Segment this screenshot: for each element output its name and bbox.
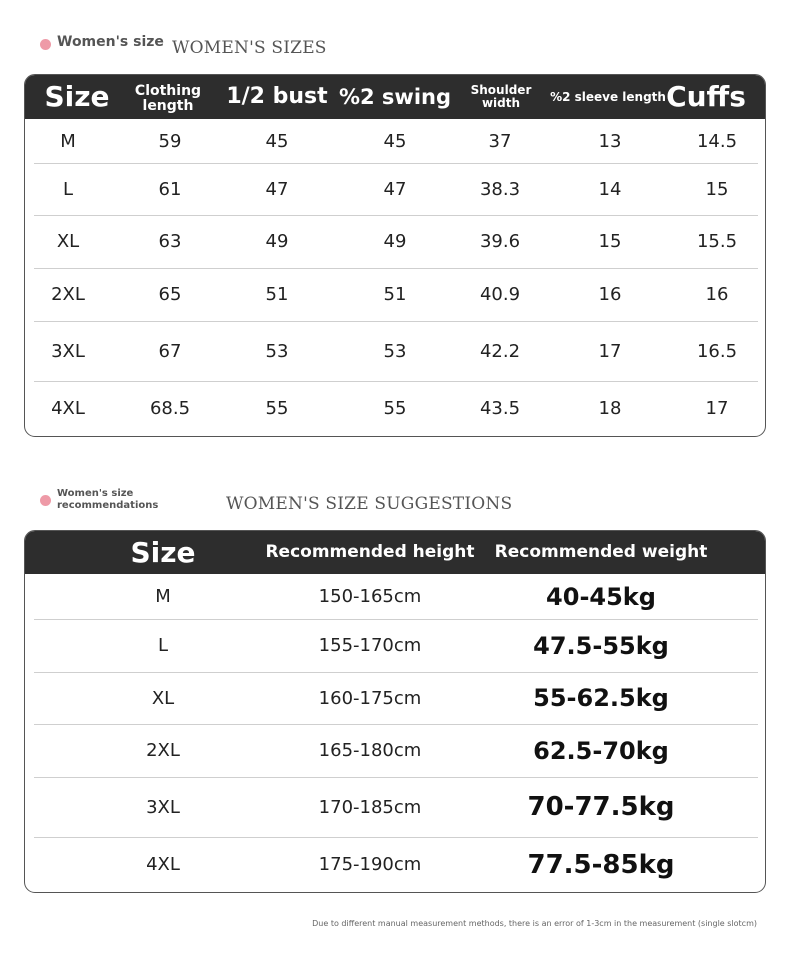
table-row [34,119,758,164]
section-label: Women's size recommendations [57,488,159,511]
table-row [34,163,758,216]
table-cell: 40.9 [479,284,521,305]
col-header-cuffs: Cuffs [666,80,746,114]
table-cell: 13 [598,130,622,152]
bullet-dot-icon [40,495,51,506]
table-cell: 17 [598,340,622,362]
measurement-footnote: Due to different manual measurement methods, there is an error of 1-3cm in the measurement (single slotcm) [312,919,757,928]
table-cell: 150-165cm [318,586,422,607]
table-cell: 42.2 [479,340,521,362]
section-label: Women's size [57,34,164,50]
table-cell: 160-175cm [318,687,422,709]
size-table [24,74,766,437]
table-row [34,777,758,838]
table-row [34,574,758,620]
table-cell: 39.6 [479,231,521,252]
col-header-swing: %2 swing [338,84,452,109]
table-cell: 4XL [146,854,180,875]
table-cell: 55 [383,398,407,419]
table-cell: 16.5 [696,340,738,362]
table-cell: 65 [158,284,182,305]
section-title: WOMEN'S SIZES [172,38,327,58]
size-suggestion-table [24,530,766,893]
col-header-recommended-weight: Recommended weight [494,541,708,562]
table-cell: L [62,178,74,200]
table-cell: 55 [265,398,289,419]
table-cell: 155-170cm [318,635,422,656]
table-cell: 37 [488,130,512,152]
table-cell: 45 [265,130,289,152]
table-row [34,381,758,436]
section-title: WOMEN'S SIZE SUGGESTIONS [226,494,513,514]
table-cell: 175-190cm [318,854,422,875]
table-cell: 67 [158,340,182,362]
table-cell: 51 [265,284,289,305]
table-cell: 38.3 [479,178,521,200]
table-cell: 47 [265,178,289,200]
table-cell: 18 [598,398,622,419]
table-cell: XL [151,687,175,709]
table-row [34,724,758,778]
table-cell: 49 [265,231,289,252]
table-header [25,75,765,119]
table-cell: 59 [158,130,182,152]
table-row [34,672,758,725]
table-cell: 68.5 [149,398,191,419]
col-header-clothing-length: Clothing length [134,83,202,114]
table-cell: 77.5-85kg [527,849,675,880]
col-header-half-bust: 1/2 bust [226,84,328,110]
table-cell: 16 [598,284,622,305]
table-cell: 63 [158,231,182,252]
table-cell: XL [56,231,80,252]
table-cell: 165-180cm [318,740,422,761]
table-cell: 2XL [51,284,85,305]
table-cell: 47 [383,178,407,200]
table-cell: 15 [598,231,622,252]
col-header-shoulder-width: Shoulder width [470,83,532,110]
table-cell: 49 [383,231,407,252]
table-cell: 15 [705,178,729,200]
table-cell: 43.5 [479,398,521,419]
table-cell: L [157,635,169,656]
col-header-size: Size [44,80,110,114]
table-cell: 14 [598,178,622,200]
table-cell: 53 [383,340,407,362]
table-cell: 4XL [51,398,85,419]
table-cell: 51 [383,284,407,305]
table-row [34,619,758,673]
table-cell: 3XL [146,796,180,818]
table-cell: 62.5-70kg [533,736,669,765]
table-cell: 2XL [146,740,180,761]
table-header [25,531,765,574]
table-row [34,268,758,322]
table-cell: 70-77.5kg [527,792,675,822]
table-cell: 15.5 [696,231,738,252]
table-cell: 45 [383,130,407,152]
col-header-recommended-height: Recommended height [265,541,475,562]
table-cell: 16 [705,284,729,305]
table-cell: 61 [158,178,182,200]
table-cell: M [60,130,76,152]
table-cell: 170-185cm [318,796,422,818]
col-header-size: Size [130,535,196,569]
table-cell: 14.5 [696,130,738,152]
table-row [34,215,758,269]
table-cell: 40-45kg [546,582,656,611]
table-cell: 53 [265,340,289,362]
col-header-sleeve-length: %2 sleeve length [550,89,666,104]
table-cell: 47.5-55kg [533,631,669,660]
table-cell: 17 [705,398,729,419]
table-row [34,321,758,382]
table-cell: 3XL [51,340,85,362]
table-cell: 55-62.5kg [533,684,669,712]
bullet-dot-icon [40,39,51,50]
table-row [34,837,758,892]
table-cell: M [155,586,171,607]
